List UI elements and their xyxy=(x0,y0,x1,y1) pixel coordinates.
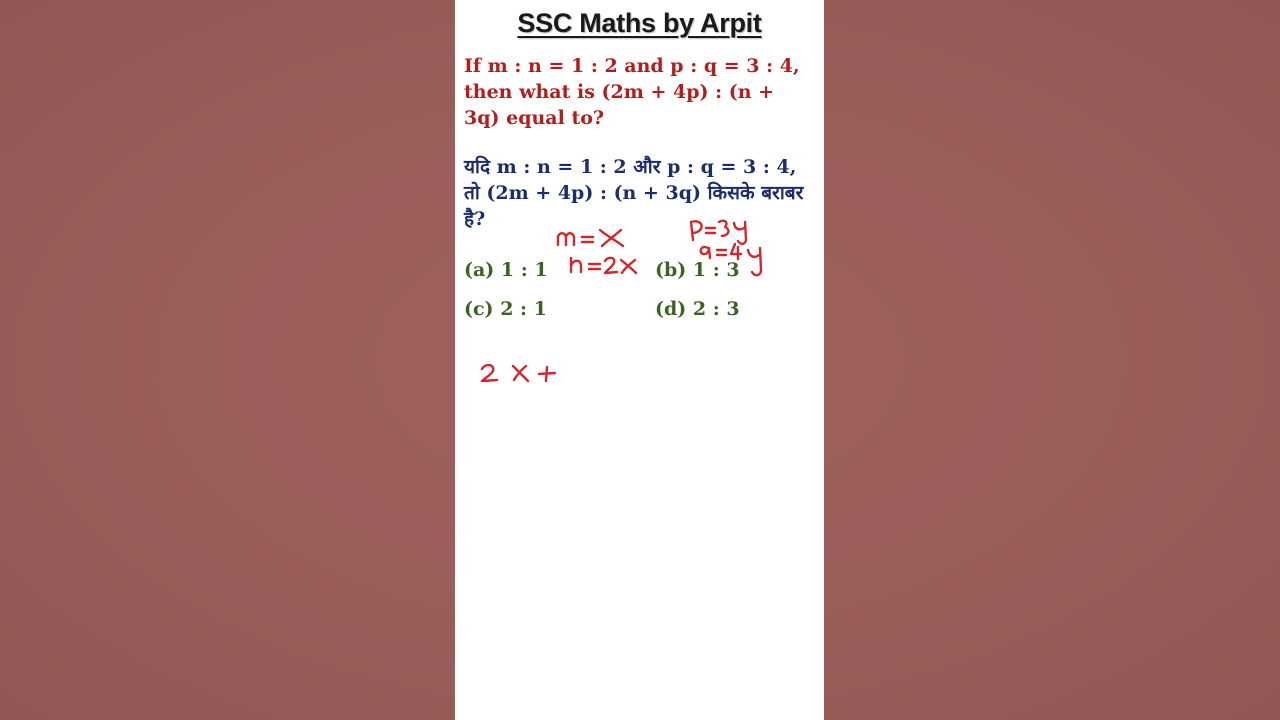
option-d-value: 2 : 3 xyxy=(692,298,740,320)
option-d-label: (d) xyxy=(655,298,687,320)
handwritten-work xyxy=(455,0,824,720)
question-english: If m : n = 1 : 2 and p : q = 3 : 4, then what is (2m + 4p) : (n + 3q) equal to? xyxy=(464,55,800,129)
channel-title: SSC Maths by Arpit xyxy=(517,8,762,38)
handwriting-q-eq xyxy=(701,244,761,275)
option-b-label: (b) xyxy=(655,259,687,281)
option-a-value: 1 : 1 xyxy=(500,259,548,281)
handwriting-n-eq xyxy=(571,258,636,273)
question-hindi: यदि m : n = 1 : 2 और p : q = 3 : 4, तो (2m + 4p) : (n + 3q) किसके बराबर है? xyxy=(464,156,804,230)
option-b-value: 1 : 3 xyxy=(692,259,740,281)
option-a-label: (a) xyxy=(464,259,495,281)
handwriting-m-eq xyxy=(558,230,623,246)
handwriting-work xyxy=(482,365,555,381)
handwriting-p-eq xyxy=(691,221,746,244)
option-c-label: (c) xyxy=(464,298,494,320)
question-panel xyxy=(455,0,824,720)
option-c-value: 2 : 1 xyxy=(500,298,547,320)
